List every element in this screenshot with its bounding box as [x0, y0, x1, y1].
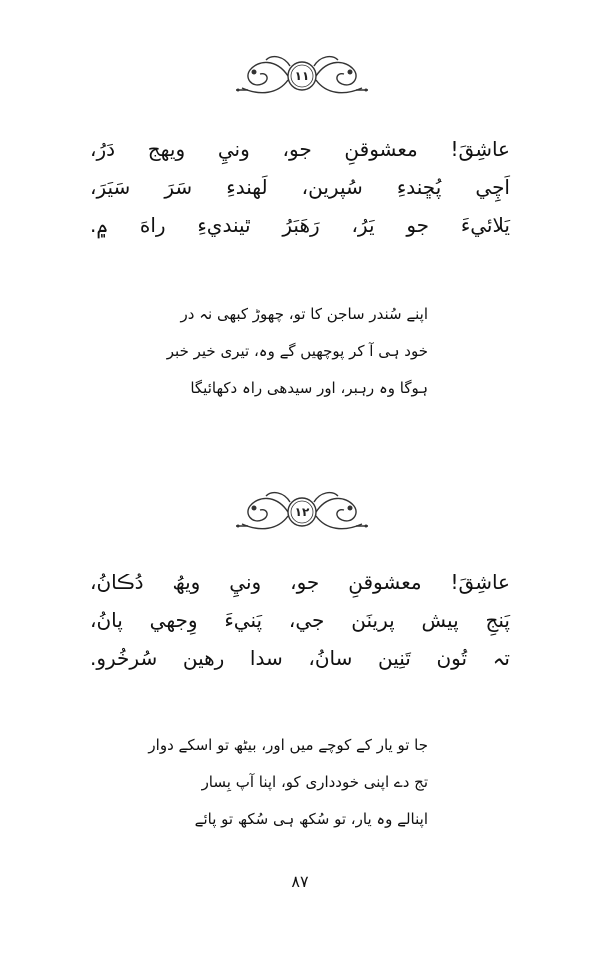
- urdu-translation-12: [148, 727, 428, 838]
- urdu-line: تج دے اپنی خودداری کو، اپنا آپ بِسار: [201, 773, 428, 791]
- urdu-translation-11: [166, 296, 428, 407]
- verse-number: ١٢: [294, 505, 310, 519]
- urdu-line: اپنالے وہ یار، تو سُکھ ہی سُکھ تو پائے: [194, 810, 428, 828]
- sindhi-verse-11: [90, 130, 510, 244]
- sindhi-line: عاشِقَ! معشوقنِ جو، ونيِ ويھُ دُڪانُ،: [90, 570, 510, 594]
- verse-ornament-12: [232, 486, 372, 538]
- page-number: ٨٧: [291, 872, 309, 891]
- sindhi-line: اَچِي پُڇندءِ سُپرين، لَهندءِ سَرَ سَيَرَ،: [90, 175, 510, 199]
- sindhi-line: عاشِقَ! معشوقنِ جو، ونيِ ويھج دَرُ،: [90, 137, 510, 161]
- sindhi-line: پَنجِ پيش پرينَن جي، پَنيءَ وِجهي پانُ،: [90, 608, 510, 632]
- urdu-line: خود ہی آ کر پوچھیں گے وہ، تیری خیر خبر: [166, 342, 428, 360]
- verse-number: ١١: [294, 69, 310, 83]
- sindhi-line: تہ تُون تَنِين سانُ، سدا رهين سُرخُرو.: [90, 646, 510, 670]
- sindhi-verse-12: [90, 563, 510, 677]
- urdu-line: ہوگا وہ رہبر، اور سیدھی راہ دکھائیگا: [190, 379, 428, 397]
- urdu-line: اپنے سُندر ساجن کا تو، چھوڑ کبھی نہ در: [180, 305, 428, 323]
- urdu-line: جا تو یار کے کوچے میں اور، بیٹھ تو اسکے دوار: [148, 736, 428, 754]
- verse-ornament-11: [232, 50, 372, 102]
- sindhi-line: يَلائيءَ جو يَرُ، رَهَبَرُ ٿينديءِ راهَ ۾.: [90, 213, 510, 237]
